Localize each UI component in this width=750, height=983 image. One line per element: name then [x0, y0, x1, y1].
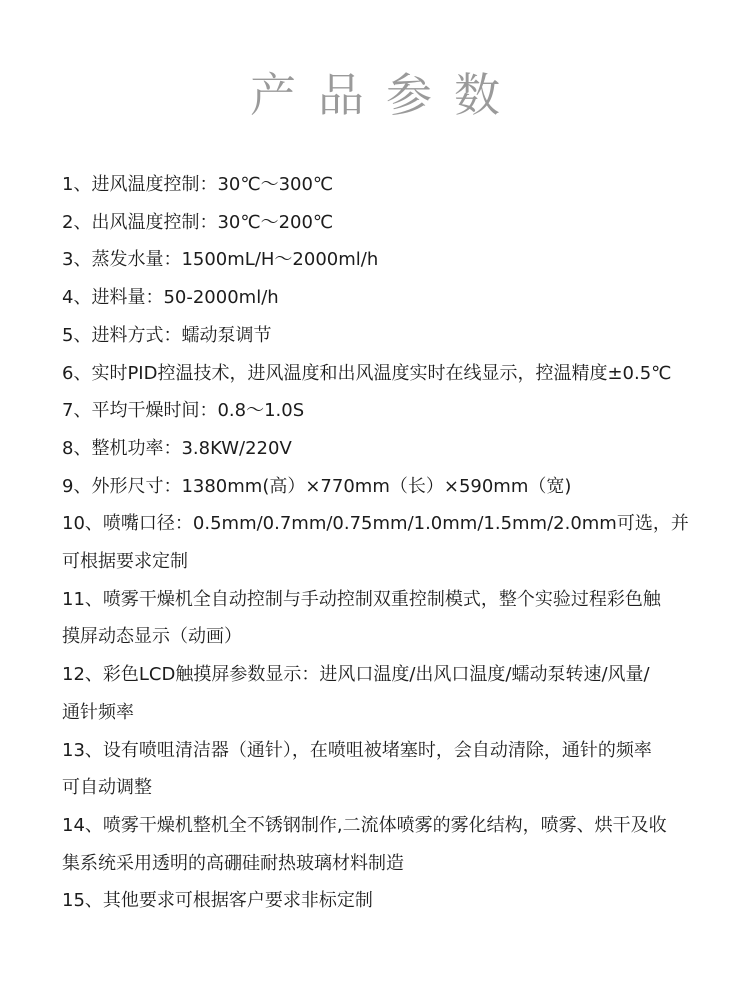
spec-list	[62, 166, 712, 920]
spec-line: 15、其他要求可根据客户要求非标定制	[62, 890, 373, 912]
spec-line: 1、进风温度控制：30℃～300℃	[62, 174, 334, 195]
spec-line: 9、外形尺寸：1380mm(高）×770mm（长）×590mm（宽)	[62, 475, 572, 497]
spec-line: 3、蒸发水量：1500mL/H～2000ml/h	[62, 249, 379, 271]
spec-line: 可自动调整	[62, 777, 152, 799]
spec-line: 11、喷雾干燥机全自动控制与手动控制双重控制模式，整个实验过程彩色触	[62, 588, 661, 610]
spec-line: 14、喷雾干燥机整机全不锈钢制作,二流体喷雾的雾化结构，喷雾、烘干及收	[62, 814, 667, 836]
spec-line: 8、整机功率：3.8KW/220V	[62, 437, 292, 459]
spec-line: 5、进料方式：蠕动泵调节	[62, 324, 272, 346]
spec-line: 集系统采用透明的高硼硅耐热玻璃材料制造	[62, 852, 404, 874]
spec-line: 可根据要求定制	[62, 551, 188, 573]
spec-line: 12、彩色LCD触摸屏参数显示：进风口温度/出风口温度/蠕动泵转速/风量/	[62, 664, 650, 686]
spec-line: 7、平均干燥时间：0.8～1.0S	[62, 400, 305, 422]
spec-line: 通针频率	[62, 701, 134, 723]
spec-line: 2、出风温度控制：30℃～200℃	[62, 211, 334, 233]
page-title: 产品参数	[250, 68, 522, 122]
spec-line: 6、实时PID控温技术，进风温度和出风温度实时在线显示，控温精度±0.5℃	[62, 362, 672, 384]
spec-line: 4、进料量：50-2000ml/h	[62, 287, 279, 309]
spec-line: 10、喷嘴口径：0.5mm/0.7mm/0.75mm/1.0mm/1.5mm/2.0mm可选，并	[62, 513, 689, 535]
spec-line: 13、设有喷咀清洁器（通针），在喷咀被堵塞时，会自动清除，通针的频率	[62, 739, 652, 761]
spec-line: 摸屏动态显示（动画）	[62, 626, 242, 648]
